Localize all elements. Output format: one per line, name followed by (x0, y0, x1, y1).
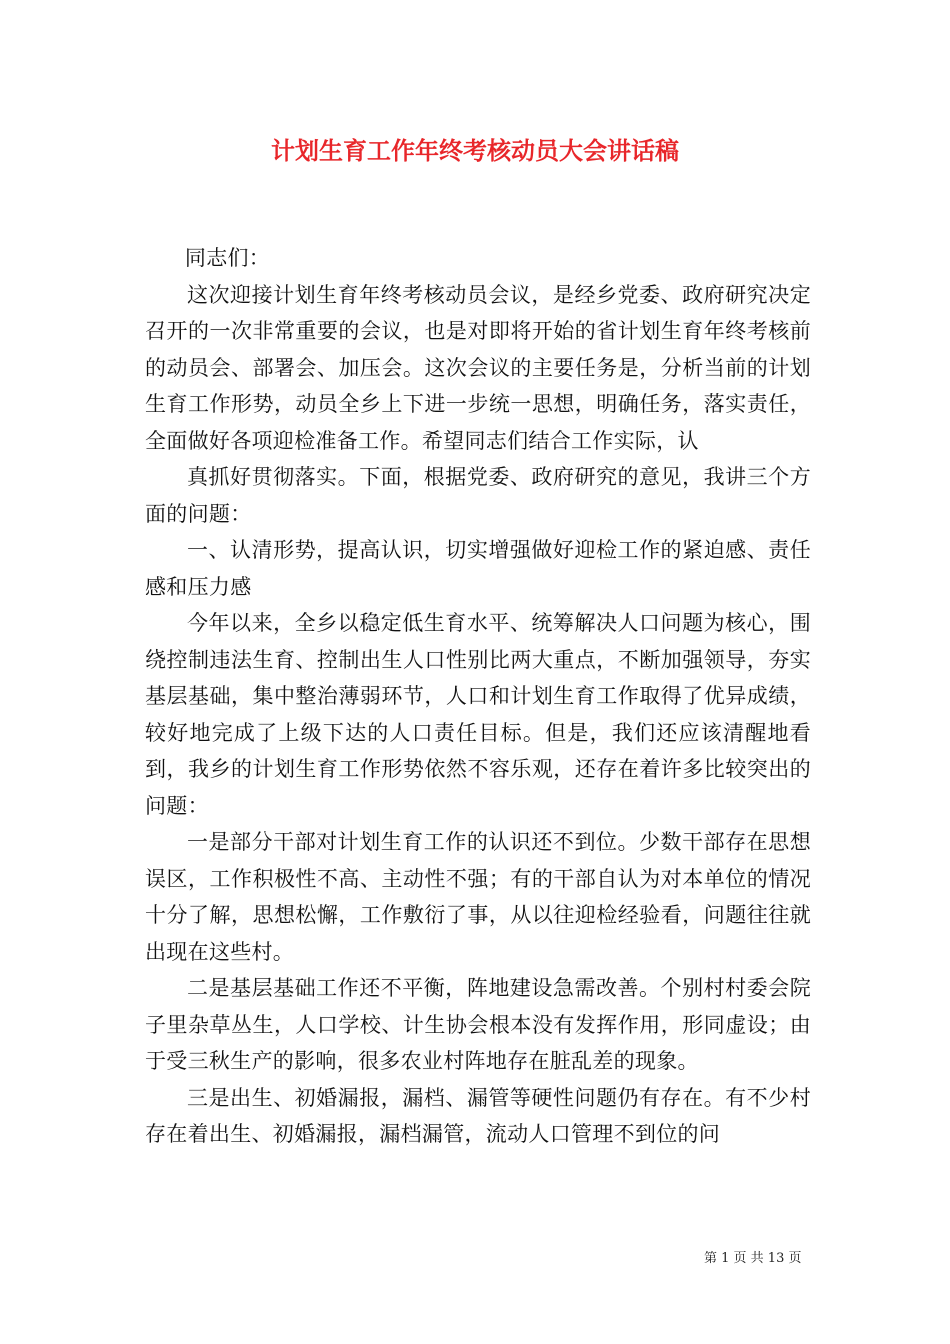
document-title: 计划生育工作年终考核动员大会讲话稿 (271, 136, 679, 165)
paragraph-5: 二是基层基础工作还不平衡，阵地建设急需改善。个别村村委会院子里杂草丛生，人口学校、计生协会根本没有发挥作用，形同虚设；由于受三秋生产的影响，很多农业村阵地存在脏乱差的现象。 (145, 976, 811, 1073)
paragraph-2: 真抓好贯彻落实。下面，根据党委、政府研究的意见，我讲三个方面的问题： (145, 465, 811, 526)
salutation: 同志们： (184, 246, 271, 270)
document-body (145, 240, 811, 1153)
section-heading-1: 一、认清形势，提高认识，切实增强做好迎检工作的紧迫感、责任感和压力感 (145, 538, 811, 599)
paragraph-6: 三是出生、初婚漏报，漏档、漏管等硬性问题仍有存在。有不少村存在着出生、初婚漏报，漏档漏管，流动人口管理不到位的问 (145, 1085, 811, 1146)
paragraph-3: 今年以来，全乡以稳定低生育水平、统筹解决人口问题为核心，围绕控制违法生育、控制出生人口性别比两大重点，不断加强领导，夯实基层基础，集中整治薄弱环节，人口和计划生育工作取得了优异成绩，较好地完成了上级下达的人口责任目标。但是，我们还应该清醒地看到，我乡的计划生育工作形势依然不容乐观，还存在着许多比较突出的问题： (145, 611, 811, 818)
page-number-footer: 第 1 页 共 13 页 (704, 1251, 802, 1266)
paragraph-4: 一是部分干部对计划生育工作的认识还不到位。少数干部存在思想误区，工作积极性不高、主动性不强；有的干部自认为对本单位的情况十分了解，思想松懈，工作敷衍了事，从以往迎检经验看，问题往往就出现在这些村。 (145, 830, 811, 964)
paragraph-1: 这次迎接计划生育年终考核动员会议，是经乡党委、政府研究决定召开的一次非常重要的会议，也是对即将开始的省计划生育年终考核前的动员会、部署会、加压会。这次会议的主要任务是，分析当前的计划生育工作形势，动员全乡上下进一步统一思想，明确任务，落实责任，全面做好各项迎检准备工作。希望同志们结合工作实际，认 (145, 282, 811, 453)
